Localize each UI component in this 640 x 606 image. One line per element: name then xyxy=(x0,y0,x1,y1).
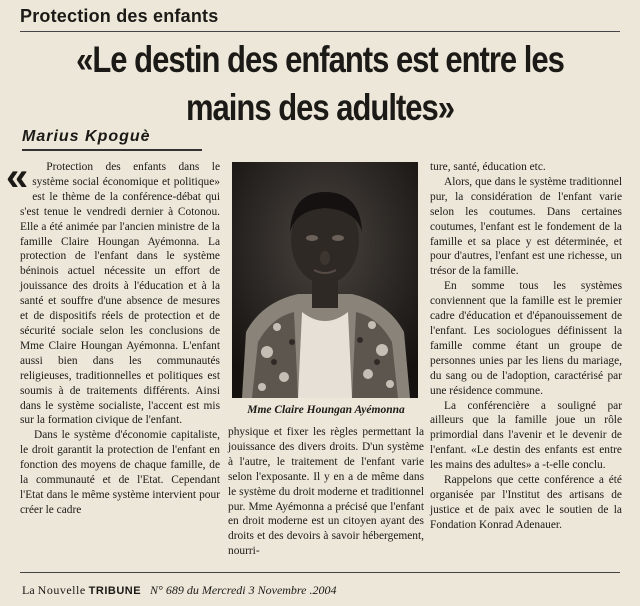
paragraph: La conférencière a souligné par ailleurs que la famille joue un rôle primordial dans l'avenir et le devenir de l'enfant. «Le destin des enfants est entre les mains des adultes» a -t-elle conclu. xyxy=(430,399,622,472)
article-column-1 xyxy=(6,155,220,518)
portrait-figure-icon xyxy=(232,162,418,398)
article-headline xyxy=(40,36,600,132)
publication-footer xyxy=(22,583,336,598)
drop-quote-mark: « xyxy=(6,155,29,199)
footer-divider xyxy=(20,572,620,573)
byline-divider xyxy=(22,149,202,151)
article-column-2 xyxy=(228,425,424,559)
photo-caption: Mme Claire Houngan Ayémonna xyxy=(247,404,405,416)
paragraph: Rappelons que cette conférence a été organisée par l'Institut des artisans de justice et de paix avec le soutien de la Fondation Konrad Adenauer. xyxy=(430,474,622,531)
paragraph: Dans le système d'économie capitaliste, le droit garantit la protection de l'enfant en fonction des moyens de chaque famille, de la communauté et de l'Etat. Cependant l'Etat dans le même système intervient pour créer le cadre xyxy=(20,429,220,516)
paragraph xyxy=(6,155,220,428)
paragraph-text: Protection des enfants dans le système social économique et politique» est le thème de la conférence-débat qui s'est tenue le vendredi dernier à Cotonou. Elle a été animée par l'ancien ministre de la famille Claire Houngan Ayémonna. La protection de l'enfant dans le système béninois actuel nécessite un effort de jouissance des droits à l'éducation et à la santé et souffre d'une absence de mesures et de dispositifs réels de protection et de sécurité sociale selon les conclusions de Mme Claire Houngan Ayémonna. L'enfant aussi bien dans les communautés religieuses, traditionnelles et politiques est soumis à de traitements différents. Ainsi dans le système socialiste, l'accent est mis sur la formation civique de l'enfant. xyxy=(20,161,220,427)
paragraph: En somme tous les systèmes conviennent que la famille est le premier cadre d'éducation et d'épanouissement de l'enfant. Les sociologues définissent la famille comme étant un groupe de personnes unies par les liens du mariage, du sang ou de l'adoption, caractérisé par une résidence commune. xyxy=(430,280,622,397)
paragraph-continuation: ture, santé, éducation etc. xyxy=(430,161,546,173)
rubric-divider xyxy=(20,31,620,32)
publication-name-la: La xyxy=(22,583,35,597)
publication-name-tribune: TRIBUNE xyxy=(88,585,142,597)
article-column-3 xyxy=(430,160,622,533)
issue-info: N° 689 du Mercredi 3 Novembre .2004 xyxy=(150,583,337,597)
portrait-photo xyxy=(232,162,418,398)
paragraph: Alors, que dans le système traditionnel pur, la considération de l'enfant varie selon les coutumes. Dans certaines coutumes, l'enfant est le fondement de la famille et sa place y est déterminée, et pour d'autres, l'enfant est une richesse, un trésor de la famille. xyxy=(430,175,622,278)
publication-name-nouvelle: Nouvelle xyxy=(37,583,86,597)
author-byline: Marius Kpoguè xyxy=(22,128,151,145)
section-rubric: Protection des enfants xyxy=(20,6,219,26)
headline-line-1: «Le destin des enfants est entre les xyxy=(76,38,564,81)
headline-line-2: mains des adultes» xyxy=(185,86,454,129)
paragraph: physique et fixer les règles permettant la jouissance des divers droits. D'un système à l'autre, le traitement de l'enfant varie selon l'exposante. Il y en a de même dans le système du droit moderne et traditionnel pur. Mme Ayémonna a précisé que l'enfant en droit moderne est un citoyen ayant des droits et des devoirs à savoir hébergement, nourri- xyxy=(228,426,424,558)
